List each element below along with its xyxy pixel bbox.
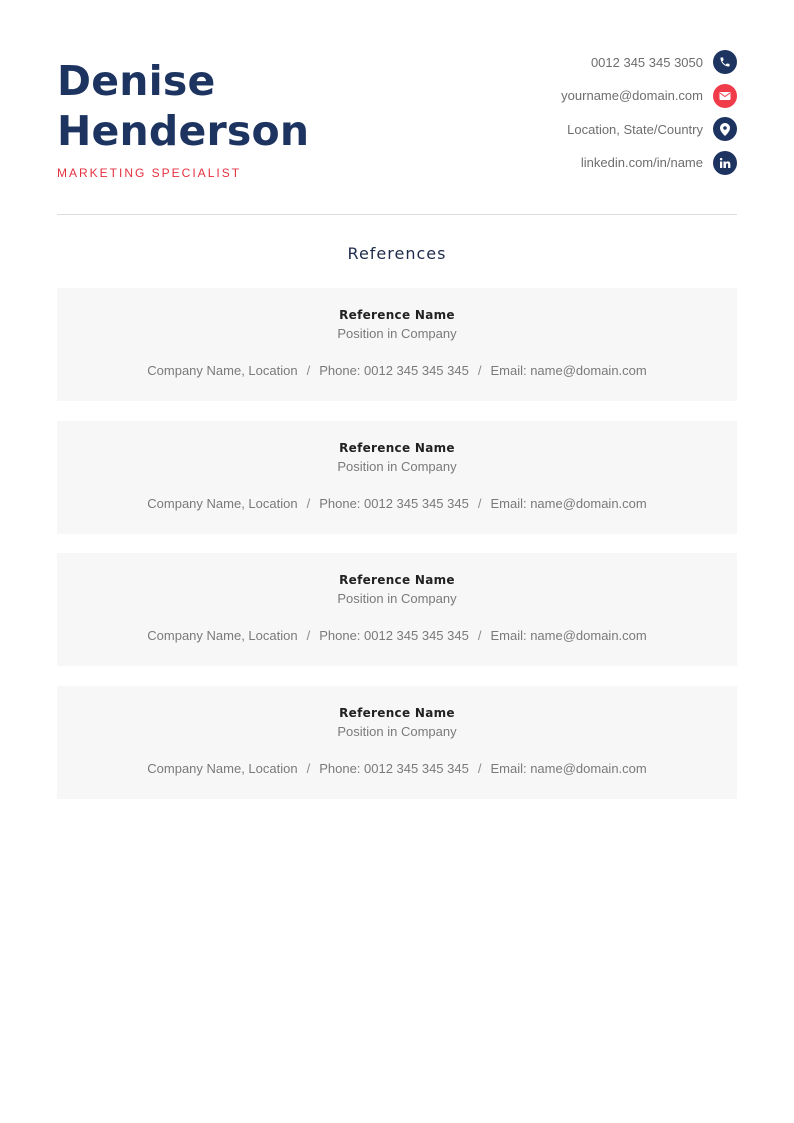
reference-position: Position in Company: [337, 591, 457, 606]
reference-position: Position in Company: [337, 458, 457, 474]
linkedin-icon: [713, 151, 737, 175]
separator: /: [477, 495, 482, 511]
reference-name: Reference Name: [339, 440, 455, 455]
reference-company: Company Name, Location: [147, 495, 298, 511]
reference-phone: Phone: 0012 345 345 345: [319, 628, 469, 643]
header-divider: [57, 214, 737, 215]
reference-name: Reference Name: [339, 308, 455, 322]
contact-list: [561, 50, 737, 184]
contact-phone: [561, 50, 737, 74]
separator: /: [306, 628, 311, 643]
mail-icon: [713, 84, 737, 108]
last-name: Henderson: [57, 107, 310, 155]
reference-card: [57, 421, 737, 534]
reference-details: [57, 362, 737, 380]
email-text: yourname@domain.com: [561, 88, 703, 103]
separator: /: [306, 760, 311, 776]
reference-phone: Phone: 0012 345 345 345: [319, 760, 469, 776]
contact-location: [561, 117, 737, 141]
reference-company: Company Name, Location: [147, 628, 298, 643]
reference-email: Email: name@domain.com: [490, 495, 647, 511]
reference-details: [57, 495, 737, 513]
reference-email: Email: name@domain.com: [490, 363, 647, 378]
reference-list: [57, 288, 737, 818]
reference-name: Reference Name: [339, 705, 455, 720]
reference-position: Position in Company: [337, 723, 457, 739]
separator: /: [477, 363, 482, 378]
section-title: References: [347, 244, 447, 263]
contact-linkedin: [561, 151, 737, 175]
reference-email: Email: name@domain.com: [490, 760, 647, 776]
reference-card: [57, 288, 737, 401]
phone-text: 0012 345 345 3050: [590, 54, 703, 70]
separator: /: [477, 628, 482, 643]
resume-header: [57, 56, 737, 186]
reference-phone: Phone: 0012 345 345 345: [319, 363, 469, 378]
reference-card: [57, 553, 737, 666]
separator: /: [306, 363, 311, 378]
location-pin-icon: [713, 117, 737, 141]
first-name: Denise: [57, 57, 216, 105]
reference-details: [57, 760, 737, 778]
reference-company: Company Name, Location: [147, 760, 298, 776]
job-title: MARKETING SPECIALIST: [57, 166, 242, 180]
separator: /: [477, 760, 482, 776]
reference-phone: Phone: 0012 345 345 345: [319, 495, 469, 511]
phone-icon: [713, 50, 737, 74]
reference-company: Company Name, Location: [147, 363, 298, 378]
linkedin-text: linkedin.com/in/name: [580, 155, 703, 170]
reference-card: [57, 686, 737, 799]
reference-details: [57, 627, 737, 645]
reference-email: Email: name@domain.com: [490, 628, 647, 643]
location-text: Location, State/Country: [567, 121, 703, 137]
reference-name: Reference Name: [339, 573, 455, 587]
reference-position: Position in Company: [337, 326, 457, 341]
separator: /: [306, 495, 311, 511]
contact-email: [561, 84, 737, 108]
